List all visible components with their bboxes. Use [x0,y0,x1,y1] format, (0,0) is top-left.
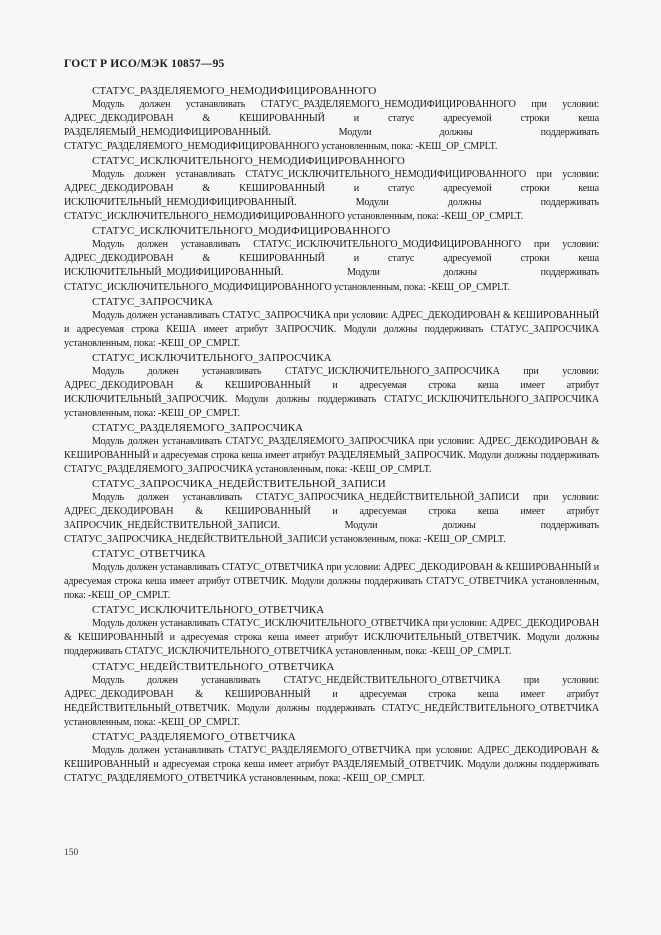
section-responder [64,547,599,603]
section-title: СТАТУС_ЗАПРОСЧИКА [92,295,213,308]
section-text: Модуль должен устанавливать СТАТУС_ИСКЛЮЧИТЕЛЬНОГО_ОТВЕТЧИКА при условии: АДРЕС_ДЕКОДИРОВАН & КЕШИРОВАННЫЙ и адресуемая строка кеша имеет атрибут ИСКЛЮЧИТЕЛЬНЫЙ_ОТВЕТЧИК. Модули должны поддерживать СТАТУС_ИСКЛЮЧИТЕЛЬНОГО_ОТВЕТЧИКА установленным, пока: -КЕШ_ОР_CMPLT. [64,618,599,658]
section-title: СТАТУС_ОТВЕТЧИКА [92,548,206,561]
section-text: Модуль должен устанавливать СТАТУС_РАЗДЕЛЯЕМОГО_ЗАПРОСЧИКА при условии: АДРЕС_ДЕКОДИРОВАН & КЕШИРОВАННЫЙ и адресуемая строка кеша имеет атрибут РАЗДЕЛЯЕМЫЙ_ЗАПРОСЧИК. Модули должны поддерживать СТАТУС_РАЗДЕЛЯЕМОГО_ЗАПРОСЧИКА установленным, пока: -КЕШ_ОР_CMPLT. [64,435,599,475]
section-invalid-responder [64,660,599,730]
section-title: СТАТУС_ЗАПРОСЧИКА_НЕДЕЙСТВИТЕЛЬНОЙ_ЗАПИСИ [92,478,386,491]
document-header: ГОСТ Р ИСО/МЭК 10857—95 [64,58,225,70]
section-title: СТАТУС_РАЗДЕЛЯЕМОГО_ЗАПРОСЧИКА [92,421,304,434]
section-text: Модуль должен устанавливать СТАТУС_ИСКЛЮЧИТЕЛЬНОГО_НЕМОДИФИЦИРОВАННОГО при условии: АДРЕС_ДЕКОДИРОВАН & КЕШИРОВАННЫЙ и статус адресуемой строки кеша ИСКЛЮЧИТЕЛЬНЫЙ_НЕМОДИФИЦИРОВАННЫЙ. Модули должны поддерживать СТАТУС_ИСКЛЮЧИТЕЛЬНОГО_НЕМОДИФИЦИРОВАННОГО установленным, пока: -КЕШ_ОР_CMPLT. [64,169,599,223]
section-shared-unmodified [64,84,599,154]
section-title: СТАТУС_РАЗДЕЛЯЕМОГО_НЕМОДИФИЦИРОВАННОГО [92,85,377,97]
section-text: Модуль должен устанавливать СТАТУС_НЕДЕЙСТВИТЕЛЬНОГО_ОТВЕТЧИКА при условии: АДРЕС_ДЕКОДИРОВАН & КЕШИРОВАННЫЙ и адресуемая строка кеша имеет атрибут НЕДЕЙСТВИТЕЛЬНЫЙ_ОТВЕТЧИК. Модули должны поддерживать СТАТУС_НЕДЕЙСТВИТЕЛЬНОГО_ОТВЕТЧИКА установленным, пока: -КЕШ_ОР_CMPLT. [64,674,599,728]
section-exclusive-unmodified [64,154,599,224]
section-title: СТАТУС_РАЗДЕЛЯЕМОГО_ОТВЕТЧИКА [92,730,296,743]
section-title: СТАТУС_ИСКЛЮЧИТЕЛЬНОГО_НЕМОДИФИЦИРОВАННОГО [92,155,405,168]
section-text: Модуль должен устанавливать СТАТУС_ЗАПРОСЧИКА_НЕДЕЙСТВИТЕЛЬНОЙ_ЗАПИСИ при условии: АДРЕС_ДЕКОДИРОВАН & КЕШИРОВАННЫЙ и адресуемая строка кеша имеет атрибут ЗАПРОСЧИК_НЕДЕЙСТВИТЕЛЬНОЙ_ЗАПИСИ. Модули должны поддерживать СТАТУС_ЗАПРОСЧИКА_НЕДЕЙСТВИТЕЛЬНОЙ_ЗАПИСИ установленным, пока: -КЕШ_ОР_CMPLT. [64,492,599,546]
section-title: СТАТУС_ИСКЛЮЧИТЕЛЬНОГО_МОДИФИЦИРОВАННОГО [92,225,391,238]
section-text: Модуль должен устанавливать СТАТУС_ЗАПРОСЧИКА при условии: АДРЕС_ДЕКОДИРОВАН & КЕШИРОВАННЫЙ и адресуемая строка КЕША имеет атрибут ЗАПРОСЧИК. Модули должны поддерживать СТАТУС_ЗАПРОСЧИКА установленным, пока: -КЕШ_ОР_CMPLT. [64,309,599,349]
section-title: СТАТУС_НЕДЕЙСТВИТЕЛЬНОГО_ОТВЕТЧИКА [92,660,335,673]
section-exclusive-modified [64,224,599,294]
section-text: Модуль должен устанавливать СТАТУС_ОТВЕТЧИКА при условии: АДРЕС_ДЕКОДИРОВАН & КЕШИРОВАННЫЙ и адресуемая строка кеша имеет атрибут ОТВЕТЧИК. Модули должны поддерживать СТАТУС_ОТВЕТЧИКА установленным, пока: -КЕШ_ОР_CMPLT. [64,562,599,602]
section-shared-requester [64,421,599,477]
section-title: СТАТУС_ИСКЛЮЧИТЕЛЬНОГО_ЗАПРОСЧИКА [92,351,332,364]
section-text: Модуль должен устанавливать СТАТУС_РАЗДЕЛЯЕМОГО_ОТВЕТЧИКА при условии: АДРЕС_ДЕКОДИРОВАН & КЕШИРОВАННЫЙ и адресуемая строка кеша имеет атрибут РАЗДЕЛЯЕМЫЙ_ОТВЕТЧИК. Модули должны поддерживать СТАТУС_РАЗДЕЛЯЕМОГО_ОТВЕТЧИКА установленным, пока: -КЕШ_ОР_CMPLT. [64,744,599,784]
section-text: Модуль должен устанавливать СТАТУС_РАЗДЕЛЯЕМОГО_НЕМОДИФИЦИРОВАННОГО при условии: АДРЕС_ДЕКОДИРОВАН & КЕШИРОВАННЫЙ и статус адресуемой строки кеша РАЗДЕЛЯЕМЫЙ_НЕМОДИФИЦИРОВАННЫЙ. Модули должны поддерживать СТАТУС_РАЗДЕЛЯЕМОГО_НЕМОДИФИЦИРОВАННОГО установленным, пока: -КЕШ_ОР_CMPLT. [64,99,599,153]
document-body [64,84,599,786]
section-exclusive-responder [64,603,599,659]
section-requester [64,295,599,351]
section-shared-responder [64,730,599,786]
section-title: СТАТУС_ИСКЛЮЧИТЕЛЬНОГО_ОТВЕТЧИКА [92,604,325,617]
page-number: 150 [64,848,79,858]
section-invalid-write-requester [64,477,599,547]
section-text: Модуль должен устанавливать СТАТУС_ИСКЛЮЧИТЕЛЬНОГО_МОДИФИЦИРОВАННОГО при условии: АДРЕС_ДЕКОДИРОВАН & КЕШИРОВАННЫЙ и статус адресуемой строки кеша ИСКЛЮЧИТЕЛЬНЫЙ_МОДИФИЦИРОВАННЫЙ. Модули должны поддерживать СТАТУС_ИСКЛЮЧИТЕЛЬНОГО_МОДИФИЦИРОВАННОГО установленным, пока: -КЕШ_ОР_CMPLT. [64,239,599,293]
section-text: Модуль должен устанавливать СТАТУС_ИСКЛЮЧИТЕЛЬНОГО_ЗАПРОСЧИКА при условии: АДРЕС_ДЕКОДИРОВАН & КЕШИРОВАННЫЙ и адресуемая строка кеша имеет атрибут ИСКЛЮЧИТЕЛЬНЫЙ_ЗАПРОСЧИК. Модули должны поддерживать СТАТУС_ИСКЛЮЧИТЕЛЬНОГО_ЗАПРОСЧИКА установленным, пока: -КЕШ_ОР_CMPLT. [64,365,599,419]
section-exclusive-requester [64,351,599,421]
